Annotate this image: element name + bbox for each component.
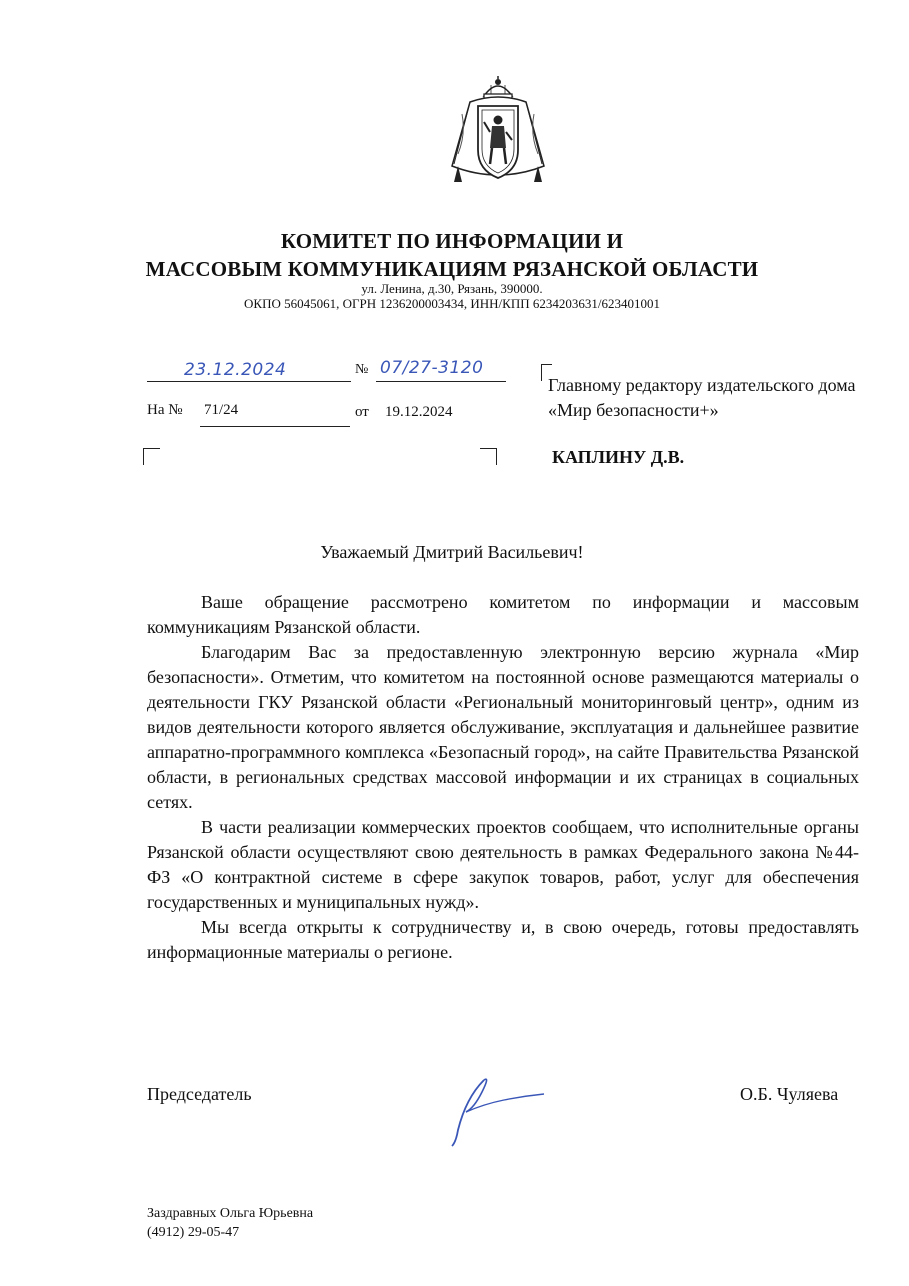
letter-greeting: Уважаемый Дмитрий Васильевич!	[320, 542, 584, 562]
executor-block	[147, 1204, 313, 1242]
org-name-line1: КОМИТЕТ ПО ИНФОРМАЦИИ И	[280, 229, 624, 253]
outgoing-date: 23.12.2024	[184, 360, 287, 380]
reference-number: 71/24	[204, 402, 239, 418]
reference-underline	[200, 426, 350, 427]
org-registration-codes: ОКПО 56045061, ОГРН 1236200003434, ИНН/КПП 6234203631/623401001	[244, 296, 660, 311]
corner-mark-right	[480, 448, 497, 465]
paragraph: В части реализации коммерческих проектов сообщаем, что исполнительные органы Рязанской области осуществляют свою деятельность в рамках Федерального закона №44-ФЗ «О контрактной системе в сфере закупок товаров, работ, услуг для обеспечения государственных и муниципальных нужд».	[147, 817, 859, 912]
paragraph: Ваше обращение рассмотрено комитетом по информации и массовым коммуникациям Рязанской области.	[147, 592, 859, 637]
addressee-position: Главному редактору издательского дома «Мир безопасности+»	[548, 375, 856, 420]
paragraph: Благодарим Вас за предоставленную электронную версию журнала «Мир безопасности». Отметим, что комитетом на постоянной основе размещаются материалы о деятельности ГКУ Рязанской области «Региональный мониторинговый центр», одним из видов деятельности которого является обслуживание, эксплуатация и дальнейшее развитие аппаратно-программного комплекса «Безопасный город», на сайте Правительства Рязанской области, в региональных средствах массовой информации и их страницах в социальных сетях.	[147, 642, 859, 812]
number-underline	[376, 381, 506, 382]
org-name-line2: МАССОВЫМ КОММУНИКАЦИЯМ РЯЗАНСКОЙ ОБЛАСТИ	[145, 257, 759, 281]
addressee-name: КАПЛИНУ Д.В.	[552, 447, 685, 467]
coat-of-arms-icon	[440, 74, 556, 194]
corner-mark-left	[143, 448, 160, 465]
reference-date: 19.12.2024	[385, 404, 453, 420]
org-address: ул. Ленина, д.30, Рязань, 390000.	[361, 281, 543, 296]
outgoing-number: 07/27-3120	[380, 358, 484, 378]
executor-phone: (4912) 29-05-47	[147, 1225, 240, 1240]
letter-body	[147, 590, 859, 965]
reference-date-label: от	[355, 404, 369, 420]
signatory-title: Председатель	[147, 1084, 252, 1104]
executor-name: Заздравных Ольга Юрьевна	[147, 1206, 314, 1221]
paragraph: Мы всегда открыты к сотрудничеству и, в свою очередь, готовы предоставлять информационные материалы о регионе.	[147, 917, 859, 962]
handwritten-signature	[444, 1068, 554, 1148]
reference-label: На №	[147, 402, 183, 418]
date-underline	[147, 381, 351, 382]
number-label: №	[355, 362, 369, 377]
signatory-name: О.Б. Чуляева	[740, 1084, 839, 1104]
